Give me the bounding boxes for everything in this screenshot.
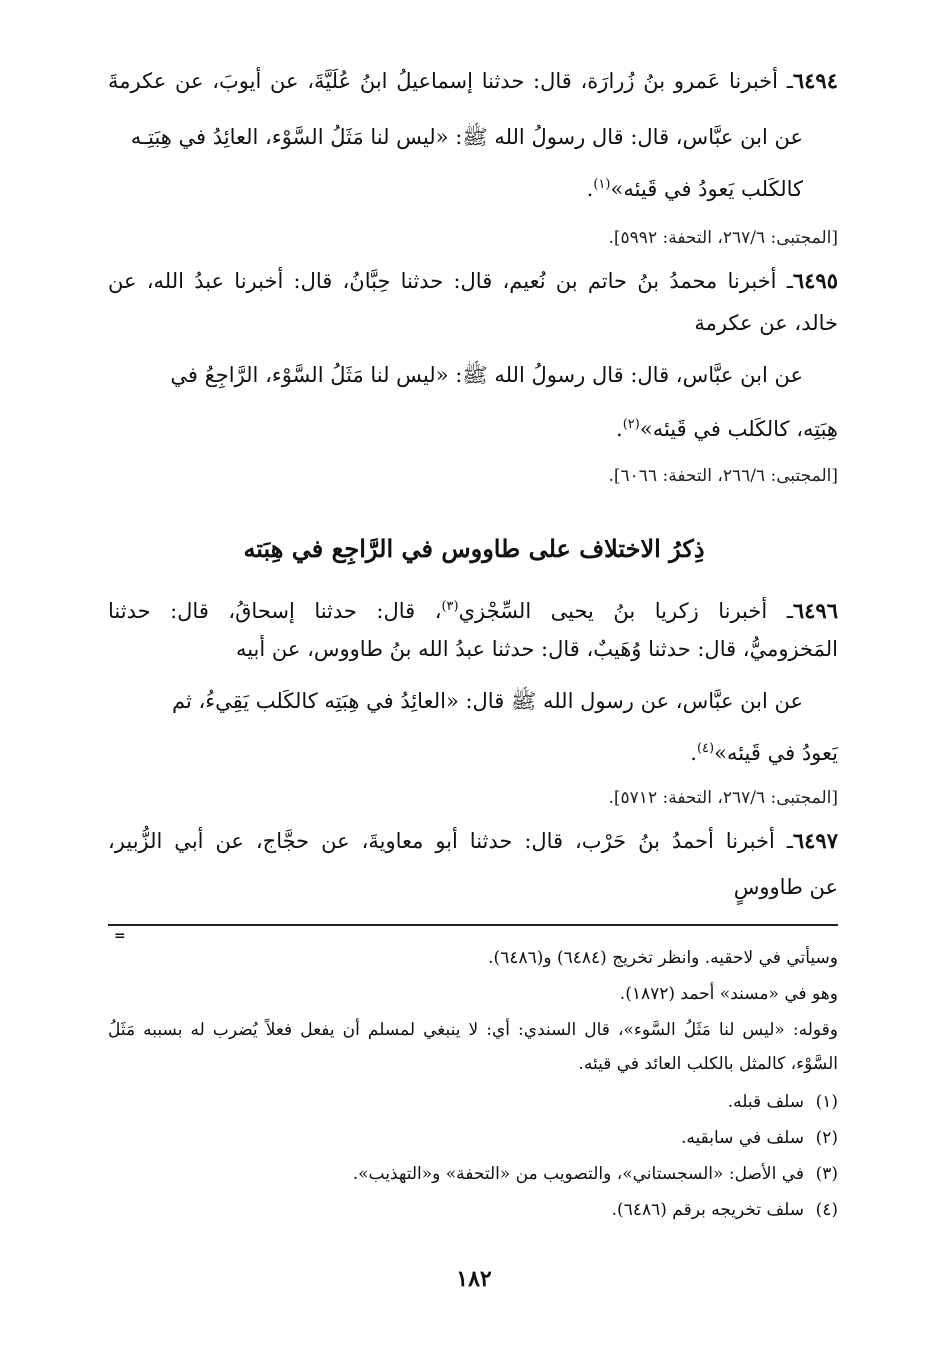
hadith-number: ٦٤٩٥ xyxy=(792,268,838,293)
footnote-text: سلف قبله. xyxy=(727,1092,804,1112)
hadith-6494-reference: [المجتبى: ٢٦٧/٦، التحفة: ٥٩٩٢]. xyxy=(608,228,838,248)
footnote-2 xyxy=(108,1126,838,1150)
footnote-text: في الأصل: «السجستاني»، والتصويب من «التحفة» و«التهذيب». xyxy=(352,1164,804,1184)
hadith-text: ـ أخبرنا أحمدُ بنُ حَرْب، قال: حدثنا أبو معاويةَ، عن حجَّاج، عن أبي الزُّبير، xyxy=(108,829,793,853)
footnote-ref: (٢) xyxy=(622,417,640,432)
hadith-6495-line-2: خالد، عن عكرمة xyxy=(694,311,838,335)
hadith-text: ـ أخبرنا محمدُ بنُ حاتم بن نُعيم، قال: حدثنا حِبَّانُ، قال: أخبرنا عبدُ الله، عن xyxy=(108,269,793,293)
footnote-text: سلف تخريجه برقم (٦٤٨٦). xyxy=(611,1200,804,1220)
hadith-number: ٦٤٩٦ xyxy=(792,598,838,623)
footnote-number: (٢) xyxy=(815,1128,838,1148)
hadith-6494-line-2: عن ابن عبَّاس، قال: قال رسولُ الله ﷺ: «ليس لنا مَثَلُ السَّوْء، العائِدُ في هِبَتِـه xyxy=(130,125,803,149)
footnote-1 xyxy=(108,1090,838,1114)
hadith-6495-line-1 xyxy=(108,266,838,296)
hadith-6496-reference: [المجتبى: ٢٦٧/٦، التحفة: ٥٧١٢]. xyxy=(608,788,838,808)
section-heading: ذِكرُ الاختلاف على طاووس في الرَّاجِع في هِبَته xyxy=(243,534,705,563)
footnote-continuation-4: السَّوْء، كالمثل بالكلب العائد في قيئه. xyxy=(578,1054,838,1074)
footnote-4 xyxy=(108,1198,838,1222)
hadith-number: ٦٤٩٧ xyxy=(792,828,838,853)
hadith-number: ٦٤٩٤ xyxy=(792,68,838,93)
footnote-continuation-1: وسيأتي في لاحقيه. وانظر تخريج (٦٤٨٤) و(٦٤٨٦). xyxy=(488,948,838,968)
footnote-text: سلف في سابقيه. xyxy=(681,1128,804,1148)
hadith-text: ، قال: حدثنا إسحاقُ، قال: حدثنا xyxy=(108,599,442,623)
hadith-6495-line-4: هِبَتِه، كالكَلب في قَيئه»$^{(٢)}$. xyxy=(616,417,838,441)
footnote-ref: (١) xyxy=(593,177,611,192)
continuation-mark: = xyxy=(114,928,126,944)
hadith-6495-reference: [المجتبى: ٢٦٦/٦، التحفة: ٦٠٦٦]. xyxy=(608,466,838,486)
hadith-text: يَعودُ في قَيئه» xyxy=(714,741,838,765)
hadith-text: ـ أخبرنا زكريا بنُ يحيى السِّجْزي xyxy=(458,599,793,623)
hadith-6496-line-4: يَعودُ في قَيئه»$^{(٤)}$. xyxy=(690,741,838,765)
footnote-ref: (٤) xyxy=(696,741,715,756)
hadith-6496-line-3: عن ابن عبَّاس، عن رسول الله ﷺ قال: «العائِدُ في هِبَتِه كالكَلب يَقِيءُ، ثم xyxy=(171,689,803,713)
hadith-6497-line-2: عن طاووسٍ xyxy=(733,875,838,899)
hadith-text: هِبَتِه، كالكَلب في قَيئه» xyxy=(639,417,838,441)
footnote-number: (٣) xyxy=(815,1164,838,1184)
hadith-6496-line-1 xyxy=(108,592,838,626)
hadith-6497-line-1 xyxy=(108,826,838,856)
footnote-continuation-2: وهو في «مسند» أحمد (١٨٧٢). xyxy=(619,984,838,1004)
hadith-text: كالكَلب يَعودُ في قَيئه» xyxy=(610,177,803,201)
hadith-text: ـ أخبرنا عَمرو بنُ زُرارَة، قال: حدثنا إسماعيلُ ابنُ عُلَيَّةَ، عن أيوبَ، عن عكرمةَ xyxy=(108,69,793,93)
hadith-6496-line-2: المَخزوميُّ، قال: حدثنا وُهَيبٌ، قال: حدثنا عبدُ الله بنُ طاووس، عن أبيه xyxy=(235,637,838,661)
footnote-ref: (٣) xyxy=(441,599,459,614)
hadith-6494-line-1 xyxy=(108,66,838,96)
footnote-separator xyxy=(108,924,838,926)
hadith-6495-line-3: عن ابن عبَّاس، قال: قال رسولُ الله ﷺ: «ليس لنا مَثَلُ السَّوْء، الرَّاجِعُ في xyxy=(170,363,803,387)
footnote-continuation-3: وقوله: «ليس لنا مَثَلُ السَّوء»، قال السندي: أي: لا ينبغي لمسلم أن يفعل فعلاً يُضرب له بسببه مَثَلُ xyxy=(108,1020,838,1040)
footnote-3 xyxy=(108,1162,838,1186)
footnote-number: (٤) xyxy=(815,1200,838,1220)
hadith-6494-line-3: كالكَلب يَعودُ في قَيئه»$^{(١)}$. xyxy=(586,177,803,201)
page-number: ١٨٢ xyxy=(456,1266,492,1292)
footnote-number: (١) xyxy=(815,1092,838,1112)
